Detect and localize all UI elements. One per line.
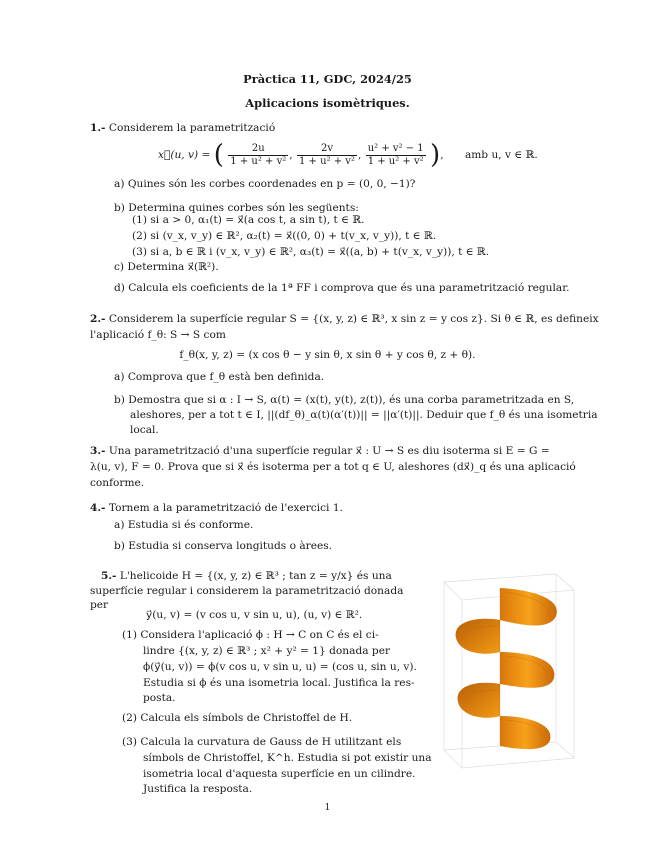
ex1-intro-text: Considerem la parametrització — [108, 122, 276, 134]
ex1-item-d: d) Calcula els coeficients de la 1ª FF i comprova que és una parametrització regular. — [114, 282, 570, 294]
ex1-frac3: $\frac{\text{u² + v² − 1}}{\text{1 + u² + v²}}$ — [367, 142, 424, 167]
ex4-intro: 4.- Tornem a la parametrització de l'exercici 1. — [90, 502, 343, 514]
ex5-item3-line2: símbols de Christoffel, K^h. Estudia si pot existir una — [143, 752, 432, 764]
ex3-line3: conforme. — [90, 477, 145, 489]
ex1-number: 1.- — [90, 122, 106, 134]
ex5-item1-line5: posta. — [143, 692, 176, 704]
page-number: 1 — [324, 803, 331, 813]
ex5-line3: per — [90, 599, 109, 611]
ex1-frac1: $\frac{2u}{\text{1 + u² + v²}}$ — [230, 142, 287, 167]
ex5-line1: 5.- L'helicoide H = {(x, y, z) ∈ ℝ³ ; tan z = y/x} és una — [101, 570, 392, 582]
ex1-intro — [90, 120, 275, 136]
ex1-formula: x⃗(u, v) = ( $\frac{2u}{\text{1 + u² + v²}}$ , $\frac{2v}{\text{1 + u² + v²}}$ , $\frac{\text{u² + v² − 1}}{\text{1 + u² + v²}}$ ), amb u, v ∈ ℝ. — [158, 140, 538, 170]
ex1-item-b1: (1) si a > 0, α₁(t) = x⃗(a cos t, a sin t), t ∈ ℝ. — [132, 214, 365, 226]
ex2-item-b-line1: b) Demostra que si α : I → S, α(t) = (x(t), y(t), z(t)), és una corba parametritzada en S, — [114, 394, 575, 406]
ex3-line1: 3.- Una parametrització d'una superfície regular x⃗ : U → S es diu isoterma si E = G = — [90, 445, 550, 457]
ex5-item1-line4: Estudia si ϕ és una isometria local. Justifica la res- — [143, 677, 415, 689]
ex5-number: 5.- — [101, 570, 117, 582]
ex1-item-a: a) Quines són les corbes coordenades en p = (0, 0, −1)? — [114, 178, 416, 190]
ex3-number: 3.- — [90, 445, 106, 457]
ex1-item-b3: (3) si a, b ∈ ℝ i (v_x, v_y) ∈ ℝ², α₃(t) = x⃗((a, b) + t(v_x, v_y)), t ∈ ℝ. — [132, 246, 490, 258]
ex1-item-b: b) Determina quines corbes són les següents: — [114, 202, 359, 214]
ex2-formula: f_θ(x, y, z) = (x cos θ − y sin θ, x sin θ + y cos θ, z + θ). — [179, 349, 476, 361]
ex2-item-a: a) Comprova que f_θ està ben definida. — [114, 371, 325, 383]
ex4-number: 4.- — [90, 502, 106, 514]
ex5-line2: superfície regular i considerem la parametrització donada — [90, 585, 404, 597]
ex5-item3-line3: isometria local d'aquesta superfície en un cilindre. — [143, 768, 416, 780]
ex1-item-b2: (2) si (v_x, v_y) ∈ ℝ², α₂(t) = x⃗((0, 0) + t(v_x, v_y)), t ∈ ℝ. — [132, 230, 437, 242]
ex5-formula: y⃗(u, v) = (v cos u, v sin u, u), (u, v) ∈ ℝ². — [146, 609, 363, 621]
ex5-item1-line3: ϕ(y⃗(u, v)) = ϕ(v cos u, v sin u, u) = (cos u, sin u, v). — [143, 661, 417, 673]
page-title: Pràctica 11, GDC, 2024/25 — [243, 72, 412, 86]
ex2-number: 2.- — [90, 313, 106, 325]
ex5-item1-line1: (1) Considera l'aplicació ϕ : H → C on C és el ci- — [122, 629, 379, 641]
ex5-item3-line1: (3) Calcula la curvatura de Gauss de H utilitzant els — [122, 736, 402, 748]
ex2-line2: l'aplicació f_θ: S → S com — [90, 329, 226, 341]
helicoid-plot-icon — [416, 566, 586, 778]
ex2-line1: 2.- Considerem la superfície regular S = {(x, y, z) ∈ ℝ³, x sin z = y cos z}. Si θ ∈ ℝ, es defineix — [90, 313, 599, 325]
ex1-frac2: $\frac{2v}{\text{1 + u² + v²}}$ — [299, 142, 355, 167]
page-subtitle: Aplicacions isomètriques. — [245, 96, 410, 110]
ex1-item-c: c) Determina x⃗(ℝ²). — [114, 261, 219, 273]
ex1-formula-lhs: x⃗(u, v) = — [158, 149, 211, 161]
ex1-formula-tail: amb u, v ∈ ℝ. — [464, 149, 538, 161]
ex3-line2: λ(u, v), F = 0. Prova que si x⃗ és isoterma per a tot q ∈ U, aleshores (dx⃗)_q és una aplicació — [90, 461, 576, 473]
ex4-item-b: b) Estudia si conserva longituds o àrees. — [114, 540, 333, 552]
ex5-item2: (2) Calcula els símbols de Christoffel de H. — [122, 712, 353, 724]
ex5-item3-line4: Justifica la resposta. — [143, 783, 253, 795]
ex4-item-a: a) Estudia si és conforme. — [114, 519, 254, 531]
ex5-item1-line2: lindre {(x, y, z) ∈ ℝ³ ; x² + y² = 1} donada per — [143, 645, 391, 657]
ex2-item-b-line3: local. — [130, 424, 159, 436]
ex2-item-b-line2: aleshores, per a tot t ∈ I, ||(df_θ)_α(t)(α′(t))|| = ||α′(t)||. Deduir que f_θ és una isometria — [130, 409, 598, 421]
